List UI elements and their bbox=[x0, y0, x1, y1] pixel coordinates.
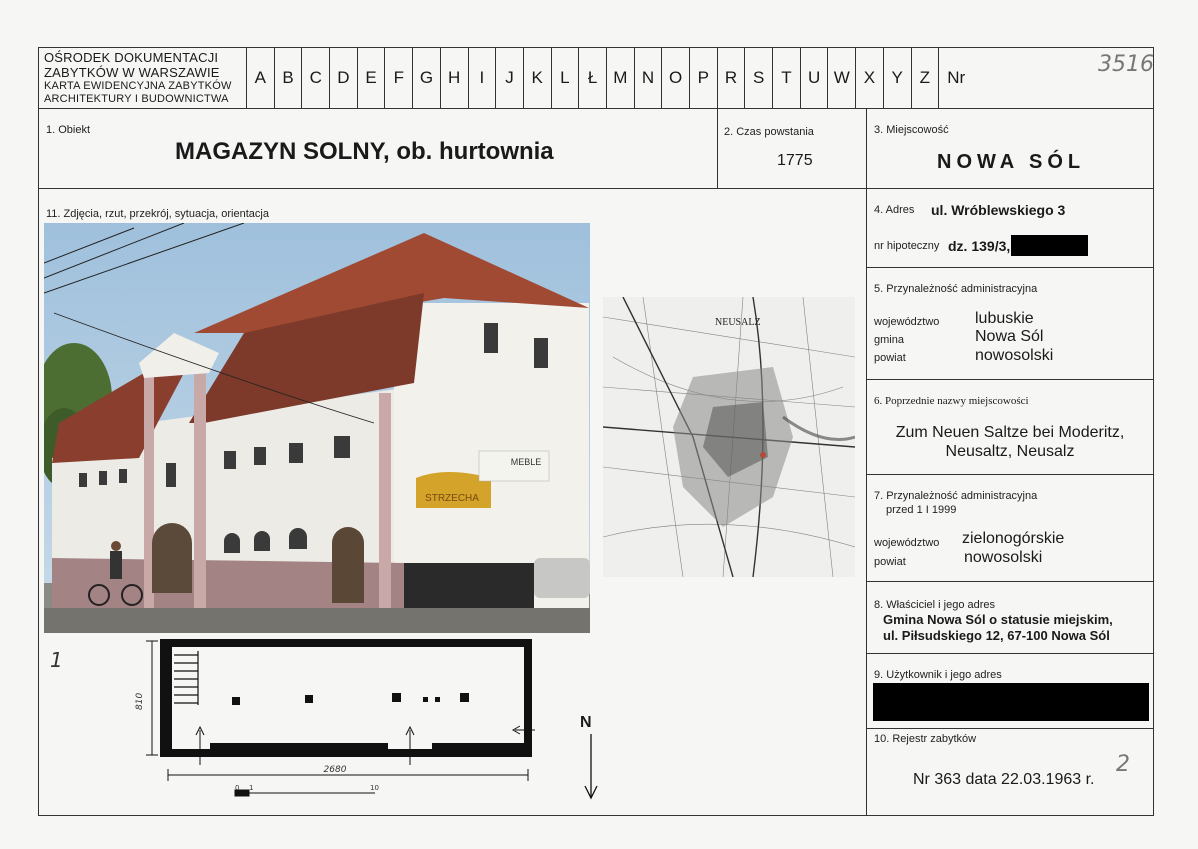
institution-line-2: ZABYTKÓW W WARSZAWIE bbox=[44, 65, 220, 80]
letter-cell: J bbox=[495, 48, 523, 108]
hipoteczny-label: nr hipoteczny bbox=[874, 240, 940, 252]
czas-label: 2. Czas powstania bbox=[724, 126, 814, 138]
divider bbox=[866, 379, 1154, 380]
letter-cell: F bbox=[384, 48, 412, 108]
letter-cell: S bbox=[744, 48, 772, 108]
letter-cell: U bbox=[800, 48, 828, 108]
institution-line-4: ARCHITEKTURY I BUDOWNICTWA bbox=[44, 93, 229, 105]
nr-cell: Nr bbox=[938, 48, 1106, 108]
redacted-block bbox=[1011, 235, 1088, 256]
building-photo bbox=[44, 223, 590, 633]
uzytkownik-label: 9. Użytkownik i jego adres bbox=[874, 669, 1002, 681]
letter-cell: M bbox=[606, 48, 634, 108]
plan-dim-width: 2680 bbox=[323, 765, 347, 775]
letter-cell: X bbox=[855, 48, 883, 108]
rejestr-handwritten: 2 bbox=[1116, 752, 1130, 777]
letter-cell: I bbox=[468, 48, 496, 108]
adres-label: 4. Adres bbox=[874, 204, 915, 216]
gmina-value: Nowa Sól bbox=[975, 328, 1044, 345]
divider bbox=[866, 728, 1154, 729]
wojewodztwo-value: lubuskie bbox=[975, 310, 1034, 327]
letter-cell: W bbox=[827, 48, 855, 108]
scale-10: 10 bbox=[370, 784, 379, 792]
powiat-value: nowosolski bbox=[975, 347, 1054, 364]
letter-cell: D bbox=[329, 48, 357, 108]
letter-cell: L bbox=[551, 48, 579, 108]
powiat-label: powiat bbox=[874, 352, 906, 364]
miejscowosc-value: NOWA SÓL bbox=[937, 151, 1086, 173]
scale-0: 0 bbox=[235, 784, 240, 792]
letter-cell: A bbox=[246, 48, 274, 108]
letter-cell: B bbox=[274, 48, 302, 108]
redacted-block bbox=[873, 683, 1149, 721]
card-number-handwritten: 3516 bbox=[1098, 52, 1154, 77]
gmina-label: gmina bbox=[874, 334, 904, 346]
letter-cell: C bbox=[301, 48, 329, 108]
plan-dim-height: 810 bbox=[135, 692, 145, 710]
letter-cell: P bbox=[689, 48, 717, 108]
poprzednie-label: 6. Poprzednie nazwy miejscowości bbox=[874, 395, 1029, 407]
zdjecia-label: 11. Zdjęcia, rzut, przekrój, sytuacja, orientacja bbox=[46, 208, 269, 220]
divider bbox=[866, 188, 1154, 189]
wlasciciel-value-1: Gmina Nowa Sól o statusie miejskim, bbox=[883, 612, 1113, 627]
awning-text: STRZECHA bbox=[425, 493, 479, 504]
location-map bbox=[603, 297, 855, 577]
miejscowosc-label: 3. Miejscowość bbox=[874, 124, 949, 136]
poprzednie-value-2: Neusaltz, Neusalz bbox=[945, 443, 1075, 460]
rejestr-label: 10. Rejestr zabytków bbox=[874, 733, 977, 745]
letter-cell: Ł bbox=[578, 48, 606, 108]
letter-cell: G bbox=[412, 48, 440, 108]
letter-cell: Z bbox=[911, 48, 939, 108]
letter-cell: N bbox=[634, 48, 662, 108]
letter-cell: K bbox=[523, 48, 551, 108]
letter-cell: Y bbox=[883, 48, 911, 108]
wojewodztwo-label: województwo bbox=[874, 316, 940, 328]
divider bbox=[866, 267, 1154, 268]
divider bbox=[866, 474, 1154, 475]
letter-cell: O bbox=[661, 48, 689, 108]
wojewodztwo-przed-value: zielonogórskie bbox=[962, 530, 1065, 547]
przynaleznosc-przed-label: 7. Przynależność administracyjna bbox=[874, 490, 1038, 502]
letter-cell: E bbox=[357, 48, 385, 108]
letter-cell: T bbox=[772, 48, 800, 108]
divider bbox=[717, 108, 718, 188]
obiekt-value: MAGAZYN SOLNY, ob. hurtownia bbox=[175, 138, 554, 165]
institution-line-3: KARTA EWIDENCYJNA ZABYTKÓW bbox=[44, 80, 232, 92]
divider bbox=[866, 653, 1154, 654]
adres-value: ul. Wróblewskiego 3 bbox=[931, 202, 1066, 218]
divider bbox=[866, 581, 1154, 582]
sign-text: MEBLE bbox=[510, 457, 542, 467]
north-arrow-icon bbox=[583, 734, 599, 800]
rejestr-value: Nr 363 data 22.03.1963 r. bbox=[913, 771, 1095, 788]
plan-number: 1 bbox=[50, 648, 63, 672]
divider bbox=[38, 188, 867, 189]
hipoteczny-value: dz. 139/3, bbox=[948, 238, 1011, 254]
floor-plan bbox=[130, 635, 550, 805]
divider bbox=[866, 108, 867, 816]
wojewodztwo-przed-label: województwo bbox=[874, 537, 940, 549]
poprzednie-value-1: Zum Neuen Saltze bei Moderitz, bbox=[895, 424, 1125, 441]
wlasciciel-value-2: ul. Piłsudskiego 12, 67-100 Nowa Sól bbox=[883, 628, 1110, 643]
przynaleznosc-label: 5. Przynależność administracyjna bbox=[874, 283, 1038, 295]
obiekt-label: 1. Obiekt bbox=[46, 124, 91, 136]
powiat-przed-value: nowosolski bbox=[964, 549, 1043, 566]
north-label: N bbox=[580, 714, 592, 731]
institution-block bbox=[44, 50, 244, 106]
letter-cell: H bbox=[440, 48, 468, 108]
map-label: NEUSALZ bbox=[715, 317, 761, 328]
letter-index-row bbox=[246, 48, 1106, 108]
czas-value: 1775 bbox=[777, 152, 813, 169]
przynaleznosc-przed-date: przed 1 I 1999 bbox=[886, 504, 957, 516]
divider bbox=[1153, 188, 1154, 816]
scale-1: 1 bbox=[249, 784, 254, 792]
header-divider bbox=[38, 108, 1154, 109]
powiat-przed-label: powiat bbox=[874, 556, 906, 568]
letter-cell: R bbox=[717, 48, 745, 108]
wlasciciel-label: 8. Właściciel i jego adres bbox=[874, 599, 996, 611]
institution-line-1: OŚRODEK DOKUMENTACJI bbox=[44, 50, 219, 65]
